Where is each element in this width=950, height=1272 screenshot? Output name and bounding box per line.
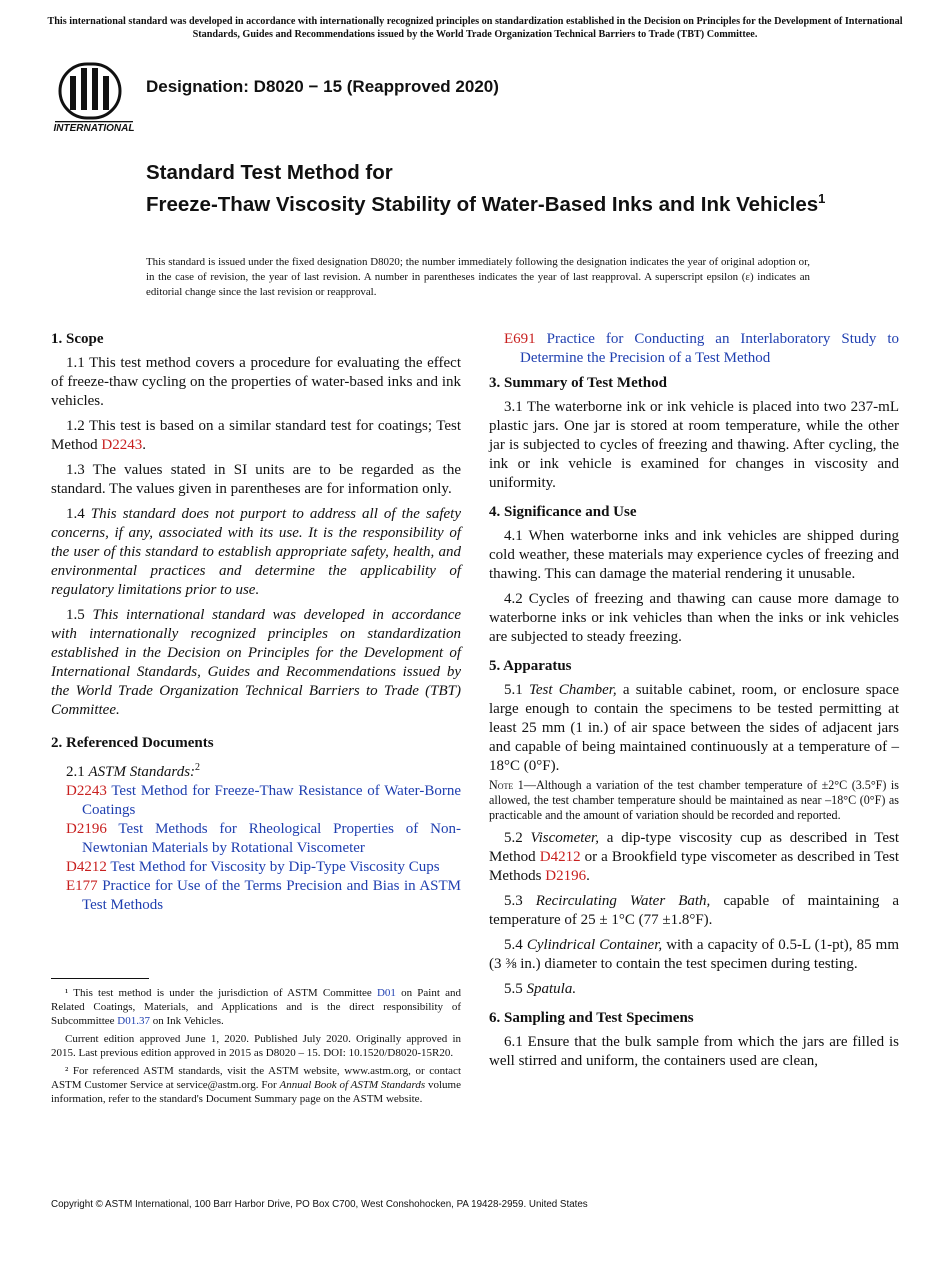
- para-5-1: 5.1 Test Chamber, a suitable cabinet, room, or enclosure space large enough to contain the specimens to be tested permitting at least 25 mm (1 in.) of air space between the sides of adjacent jars and capable of being maintained continuously at a temperature of –18°C (0°F).: [489, 682, 899, 774]
- para-1-1: 1.1 This test method covers a procedure for evaluating the effect of freeze-thaw cycling on the properties of water-based inks and ink vehicles.: [51, 355, 461, 409]
- title-footnote-marker: 1: [818, 191, 826, 206]
- para-6-1: 6.1 Ensure that the bulk sample from which the jars are filled is well stirred and uniform, the containers used are clean,: [489, 1034, 899, 1069]
- para-1-4: 1.4 This standard does not purport to address all of the safety concerns, if any, associated with its use. It is the responsibility of the user of this standard to establish appropriate safety, health, and environmental practices and determine the applicability of regulatory limitations prior to use.: [51, 506, 461, 598]
- para-4-2: 4.2 Cycles of freezing and thawing can cause more damage to waterborne inks or ink vehicles than when the inks or ink vehicles are subjected to steady freezing.: [489, 591, 899, 645]
- logo-subtext: INTERNATIONAL: [53, 123, 135, 134]
- para-1-2: 1.2 This test is based on a similar standard test for coatings; Test Method D2243.: [51, 418, 461, 453]
- section-scope-heading: 1. Scope: [51, 331, 104, 347]
- para-5-4: 5.4 Cylindrical Container, with a capacity of 0.5-L (1-pt), 85 mm (3 ⅜ in.) diameter to contain the test specimen during testing.: [489, 937, 899, 972]
- section-referenced-heading: 2. Referenced Documents: [51, 735, 214, 751]
- section-sampling-heading: 6. Sampling and Test Specimens: [489, 1010, 694, 1026]
- section-summary-heading: 3. Summary of Test Method: [489, 375, 667, 391]
- intro-note: This standard is issued under the fixed designation D8020; the number immediately following the designation indicates the year of original adoption or, in the case of revision, the year of last revision. A number in parentheses indicates the year of last reapproval. A superscript epsilon (ε) indicates an editorial change since the last revision or reapproval.: [146, 256, 810, 298]
- document-title: [146, 160, 846, 218]
- footnote-2: ² For referenced ASTM standards, visit the ASTM website, www.astm.org, or contact ASTM Customer Service at service@astm.org. For Annual Book of ASTM Standards volume information, refer to the standard's Document Summary page on the ASTM website.: [51, 1065, 461, 1105]
- title-line-2: Freeze-Thaw Viscosity Stability of Water-Based Inks and Ink Vehicles$^1$: [146, 191, 826, 216]
- para-5-3: 5.3 Recirculating Water Bath, capable of maintaining a temperature of 25 ± 1°C (77 ±1.8°F).: [489, 893, 900, 928]
- para-1-5: 1.5 This international standard was developed in accordance with internationally recognized principles on standardization established in the Decision on Principles for the Development of International Standards, Guides and Recommendations issued by the World Trade Organization Technical Barriers to Trade (TBT) Committee.: [51, 607, 462, 718]
- right-column: [489, 330, 899, 1077]
- ref-d2196[interactable]: D2196 Test Methods for Rheological Properties of Non-Newtonian Materials by Rotational Viscometer: [66, 821, 461, 856]
- link-d4212[interactable]: D4212: [539, 849, 581, 865]
- ref-e177[interactable]: E177 Practice for Use of the Terms Precision and Bias in ASTM Test Methods: [66, 878, 461, 913]
- link-d01-37[interactable]: D01.37: [117, 1015, 150, 1027]
- footnote-edition: Current edition approved June 1, 2020. Published July 2020. Originally approved in 2015. Last previous edition approved in 2015 as D8020 – 15. DOI: 10.1520/D8020-15R20.: [51, 1033, 461, 1059]
- designation: Designation: D8020 − 15 (Reapproved 2020): [146, 77, 499, 96]
- para-3-1: 3.1 The waterborne ink or ink vehicle is placed into two 237-mL plastic jars. One jar is stored at room temperature, while the other jar is subjected to cycles of freezing and thawing. After cycling, the ink or ink vehicle is examined for changes in viscosity and uniformity.: [489, 399, 899, 491]
- para-2-1: 2.1 ASTM Standards:$^2$: [66, 762, 201, 780]
- para-5-2: 5.2 Viscometer, a dip-type viscosity cup as described in Test Method D4212 or a Brookfield type viscometer as described in Test Methods D2196.: [489, 830, 900, 884]
- top-notice: This international standard was developed in accordance with internationally recognized principles on standardization established in the Decision on Principles for the Development of International Standards, Guides and Recommendations issued by the World Trade Organization Technical Barriers to Trade (TBT) Committee.: [47, 16, 903, 40]
- link-d2243[interactable]: D2243: [101, 437, 143, 453]
- ref-d4212[interactable]: D4212 Test Method for Viscosity by Dip-Type Viscosity Cups: [66, 859, 440, 875]
- link-d01[interactable]: D01: [376, 987, 396, 999]
- footnote-1: ¹ This test method is under the jurisdiction of ASTM Committee D01 on Paint and Related Coatings, Materials, and Applications and is the direct responsibility of Subcommittee D01.37 on Ink Vehicles.: [51, 987, 461, 1027]
- footnote-divider: [51, 978, 149, 979]
- section-apparatus-heading: 5. Apparatus: [489, 658, 572, 674]
- para-1-3: 1.3 The values stated in SI units are to be regarded as the standard. The values given in parentheses are for information only.: [51, 462, 461, 497]
- note-1: Note 1—Although a variation of the test chamber temperature of ±2°C (3.5°F) is allowed, the test chamber temperature should be maintained as near –18°C (0°F) as practicable and the amount of variation should be recorded and reported.: [489, 778, 900, 822]
- section-significance-heading: 4. Significance and Use: [489, 504, 637, 520]
- copyright-footer: Copyright © ASTM International, 100 Barr Harbor Drive, PO Box C700, West Conshohocken, PA 19428-2959. United States: [51, 1199, 588, 1210]
- para-4-1: 4.1 When waterborne inks and ink vehicles are shipped during cold weather, these materials may experience cycles of freezing and thawing. This can damage the material rendering it unusable.: [489, 528, 899, 582]
- left-column: [51, 330, 461, 915]
- ref-e691[interactable]: E691 Practice for Conducting an Interlaboratory Study to Determine the Precision of a Test Method: [504, 331, 899, 366]
- astm-logo-icon: [52, 58, 136, 134]
- link-d2196[interactable]: D2196: [545, 868, 587, 884]
- ref-d2243[interactable]: D2243 Test Method for Freeze-Thaw Resistance of Water-Borne Coatings: [66, 783, 461, 818]
- title-line-1: Standard Test Method for: [146, 161, 393, 184]
- footnotes: [51, 986, 461, 1110]
- para-5-5: 5.5 Spatula.: [504, 981, 577, 997]
